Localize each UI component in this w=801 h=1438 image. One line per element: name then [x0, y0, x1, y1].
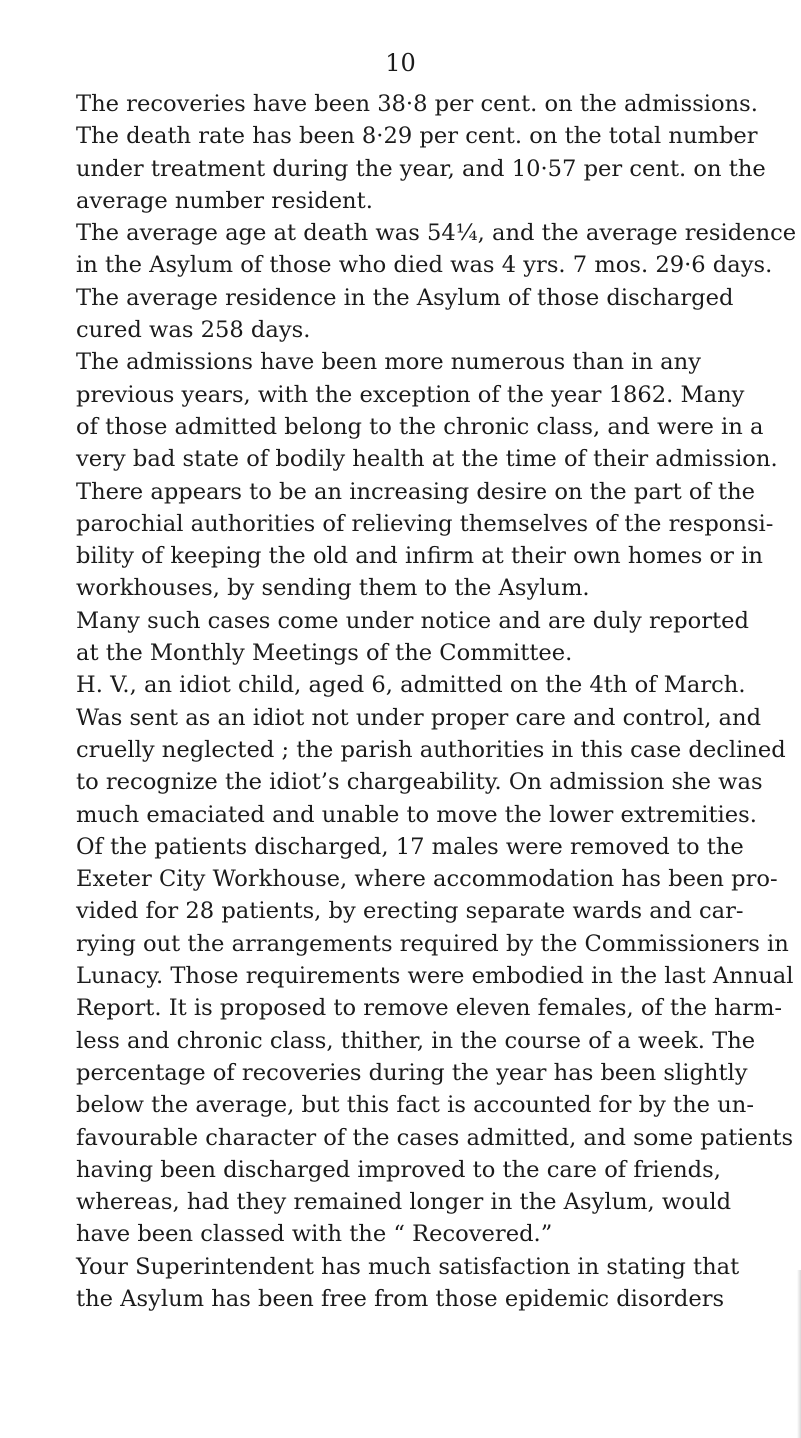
- text-line-10: previous years, with the exception of the year 1862. Many: [76, 381, 745, 408]
- text-line-34: having been discharged improved to the care of friends,: [76, 1156, 721, 1183]
- text-line-4: average number resident.: [76, 187, 373, 214]
- text-line-14: parochial authorities of relieving themselves of the responsi-: [76, 510, 774, 537]
- text-line-21: cruelly neglected ; the parish authorities in this case declined: [76, 736, 786, 763]
- text-line-9: The admissions have been more numerous than in any: [76, 349, 701, 376]
- text-line-16: workhouses, by sending them to the Asylum.: [76, 575, 590, 602]
- text-line-27: rying out the arrangements required by the Commissioners in: [76, 930, 789, 957]
- text-line-17: Many such cases come under notice and are duly reported: [76, 607, 749, 634]
- text-line-29: Report. It is proposed to remove eleven females, of the harm-: [76, 995, 783, 1022]
- text-line-18: at the Monthly Meetings of the Committee.: [76, 640, 573, 667]
- text-line-38: the Asylum has been free from those epidemic disorders: [76, 1285, 725, 1312]
- text-line-36: have been classed with the “ Recovered.”: [76, 1221, 553, 1248]
- page-edge-shadow: [797, 1270, 801, 1438]
- text-line-12: very bad state of bodily health at the time of their admission.: [76, 446, 778, 473]
- text-line-3: under treatment during the year, and 10·57 per cent. on the: [76, 155, 766, 182]
- text-line-5: The average age at death was 54¼, and the average residence: [76, 220, 797, 247]
- page-number: 10: [385, 49, 416, 77]
- text-line-35: whereas, had they remained longer in the Asylum, would: [76, 1189, 732, 1216]
- text-line-33: favourable character of the cases admitted, and some patients: [76, 1124, 794, 1151]
- text-line-15: bility of keeping the old and infirm at their own homes or in: [76, 543, 763, 570]
- text-line-6: in the Asylum of those who died was 4 yrs. 7 mos. 29·6 days.: [76, 252, 773, 279]
- body-text: [76, 88, 796, 1315]
- text-line-20: Was sent as an idiot not under proper care and control, and: [76, 704, 762, 731]
- text-line-2: The death rate has been 8·29 per cent. on the total number: [76, 123, 758, 150]
- text-line-37: Your Superintendent has much satisfaction in stating that: [76, 1253, 740, 1280]
- text-line-8: cured was 258 days.: [76, 317, 311, 344]
- text-line-19: H. V., an idiot child, aged 6, admitted on the 4th of March.: [76, 672, 746, 699]
- text-line-26: vided for 28 patients, by erecting separate wards and car-: [76, 898, 744, 925]
- text-line-25: Exeter City Workhouse, where accommodation has been pro-: [76, 866, 778, 893]
- text-line-30: less and chronic class, thither, in the course of a week. The: [76, 1027, 756, 1054]
- text-line-24: Of the patients discharged, 17 males were removed to the: [76, 833, 744, 860]
- text-line-13: There appears to be an increasing desire on the part of the: [76, 478, 756, 505]
- text-line-28: Lunacy. Those requirements were embodied in the last Annual: [76, 963, 794, 990]
- text-line-11: of those admitted belong to the chronic class, and were in a: [76, 413, 764, 440]
- text-line-32: below the average, but this fact is accounted for by the un-: [76, 1092, 754, 1119]
- text-line-23: much emaciated and unable to move the lower extremities.: [76, 801, 757, 828]
- text-line-1: The recoveries have been 38·8 per cent. on the admissions.: [76, 91, 758, 117]
- text-line-22: to recognize the idiot’s chargeability. On admission she was: [76, 769, 763, 796]
- text-line-7: The average residence in the Asylum of those discharged: [76, 284, 734, 311]
- text-line-31: percentage of recoveries during the year has been slightly: [76, 1059, 748, 1086]
